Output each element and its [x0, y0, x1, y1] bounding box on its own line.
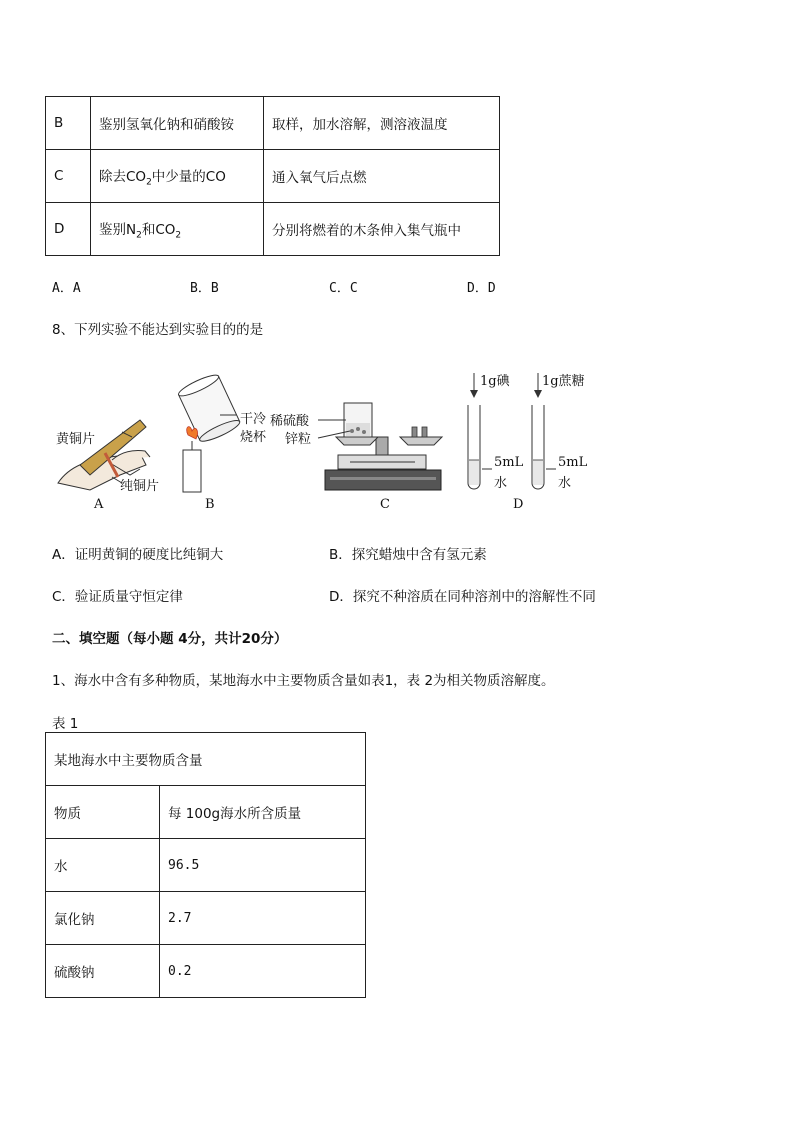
figure-b-drawing: [177, 372, 242, 492]
option-c[interactable]: C．C: [329, 281, 358, 296]
label-acid: 稀硫酸: [270, 414, 310, 429]
subscript: 2: [175, 230, 182, 241]
table-cell: 2.7: [160, 892, 366, 945]
label-water-1: 水: [494, 476, 508, 491]
label-sugar: 1g蔗糖: [542, 374, 585, 389]
label-iodine: 1g碘: [480, 374, 510, 389]
experiment-table: [45, 96, 500, 256]
experiment-figure: [50, 365, 610, 520]
subscript: 2: [146, 177, 152, 188]
q8-option-a[interactable]: A．证明黄铜的硬度比纯铜大: [52, 547, 224, 563]
label-water-vol-1: 5mL: [494, 455, 524, 470]
table-row: [46, 839, 366, 892]
task-text: 鉴别N: [99, 221, 137, 238]
question-8-stem: 8、下列实验不能达到实验目的的是: [52, 322, 264, 338]
label-brass: 黄铜片: [56, 432, 96, 447]
column-header: 物质: [46, 786, 160, 839]
option-b[interactable]: B．B: [190, 281, 219, 296]
q8-option-b[interactable]: B．探究蜡烛中含有氢元素: [329, 547, 487, 563]
column-header: 每 100g海水所含质量: [160, 786, 366, 839]
table-cell: 96.5: [160, 839, 366, 892]
option-a[interactable]: A．A: [52, 281, 81, 296]
row-task: 鉴别氢氧化钠和硝酸铵: [91, 97, 264, 150]
task-text: 和CO: [141, 221, 176, 238]
question-1-stem: 1、海水中含有多种物质，某地海水中主要物质含量如表1，表 2为相关物质溶解度。: [52, 673, 555, 689]
row-method: 分别将燃着的木条伸入集气瓶中: [264, 203, 500, 256]
label-c: C: [380, 497, 390, 512]
seawater-table: [45, 732, 366, 998]
row-task: [91, 203, 264, 256]
q8-option-c[interactable]: C．验证质量守恒定律: [52, 589, 183, 605]
figure-c-drawing: [325, 403, 442, 490]
option-d[interactable]: D．D: [467, 281, 496, 296]
table-cell: 氯化钠: [46, 892, 160, 945]
row-method: 取样，加水溶解，测溶液温度: [264, 97, 500, 150]
table-row: [46, 150, 500, 203]
label-water-2: 水: [558, 476, 572, 491]
table-cell: 水: [46, 839, 160, 892]
label-cold-1: 干冷: [240, 412, 267, 427]
table-row: [46, 97, 500, 150]
row-task: [91, 150, 264, 203]
table-title-row: [46, 733, 366, 786]
label-cold-2: 烧杯: [240, 430, 267, 445]
row-method: 通入氧气后点燃: [264, 150, 500, 203]
row-key: C: [46, 150, 91, 203]
table-cell: 0.2: [160, 945, 366, 998]
table-cell: 硫酸钠: [46, 945, 160, 998]
table-caption: 表 1: [52, 716, 79, 732]
label-zinc: 锌粒: [285, 432, 312, 447]
table-row: [46, 945, 366, 998]
subscript: 2: [136, 230, 142, 241]
table-row: [46, 892, 366, 945]
table-header-row: [46, 786, 366, 839]
section-heading: 二、填空题（每小题 4分，共计20分）: [52, 631, 288, 647]
row-key: B: [46, 97, 91, 150]
label-d: D: [513, 497, 524, 512]
label-a: A: [94, 497, 104, 512]
task-text: 除去CO: [99, 168, 147, 185]
label-water-vol-2: 5mL: [558, 455, 588, 470]
table-row: [46, 203, 500, 256]
task-text: 中少量的CO: [151, 168, 226, 185]
table-title: 某地海水中主要物质含量: [46, 733, 366, 786]
row-key: D: [46, 203, 91, 256]
label-b: B: [205, 497, 215, 512]
label-copper: 纯铜片: [120, 479, 160, 494]
q8-option-d[interactable]: D．探究不种溶质在同种溶剂中的溶解性不同: [329, 589, 596, 605]
